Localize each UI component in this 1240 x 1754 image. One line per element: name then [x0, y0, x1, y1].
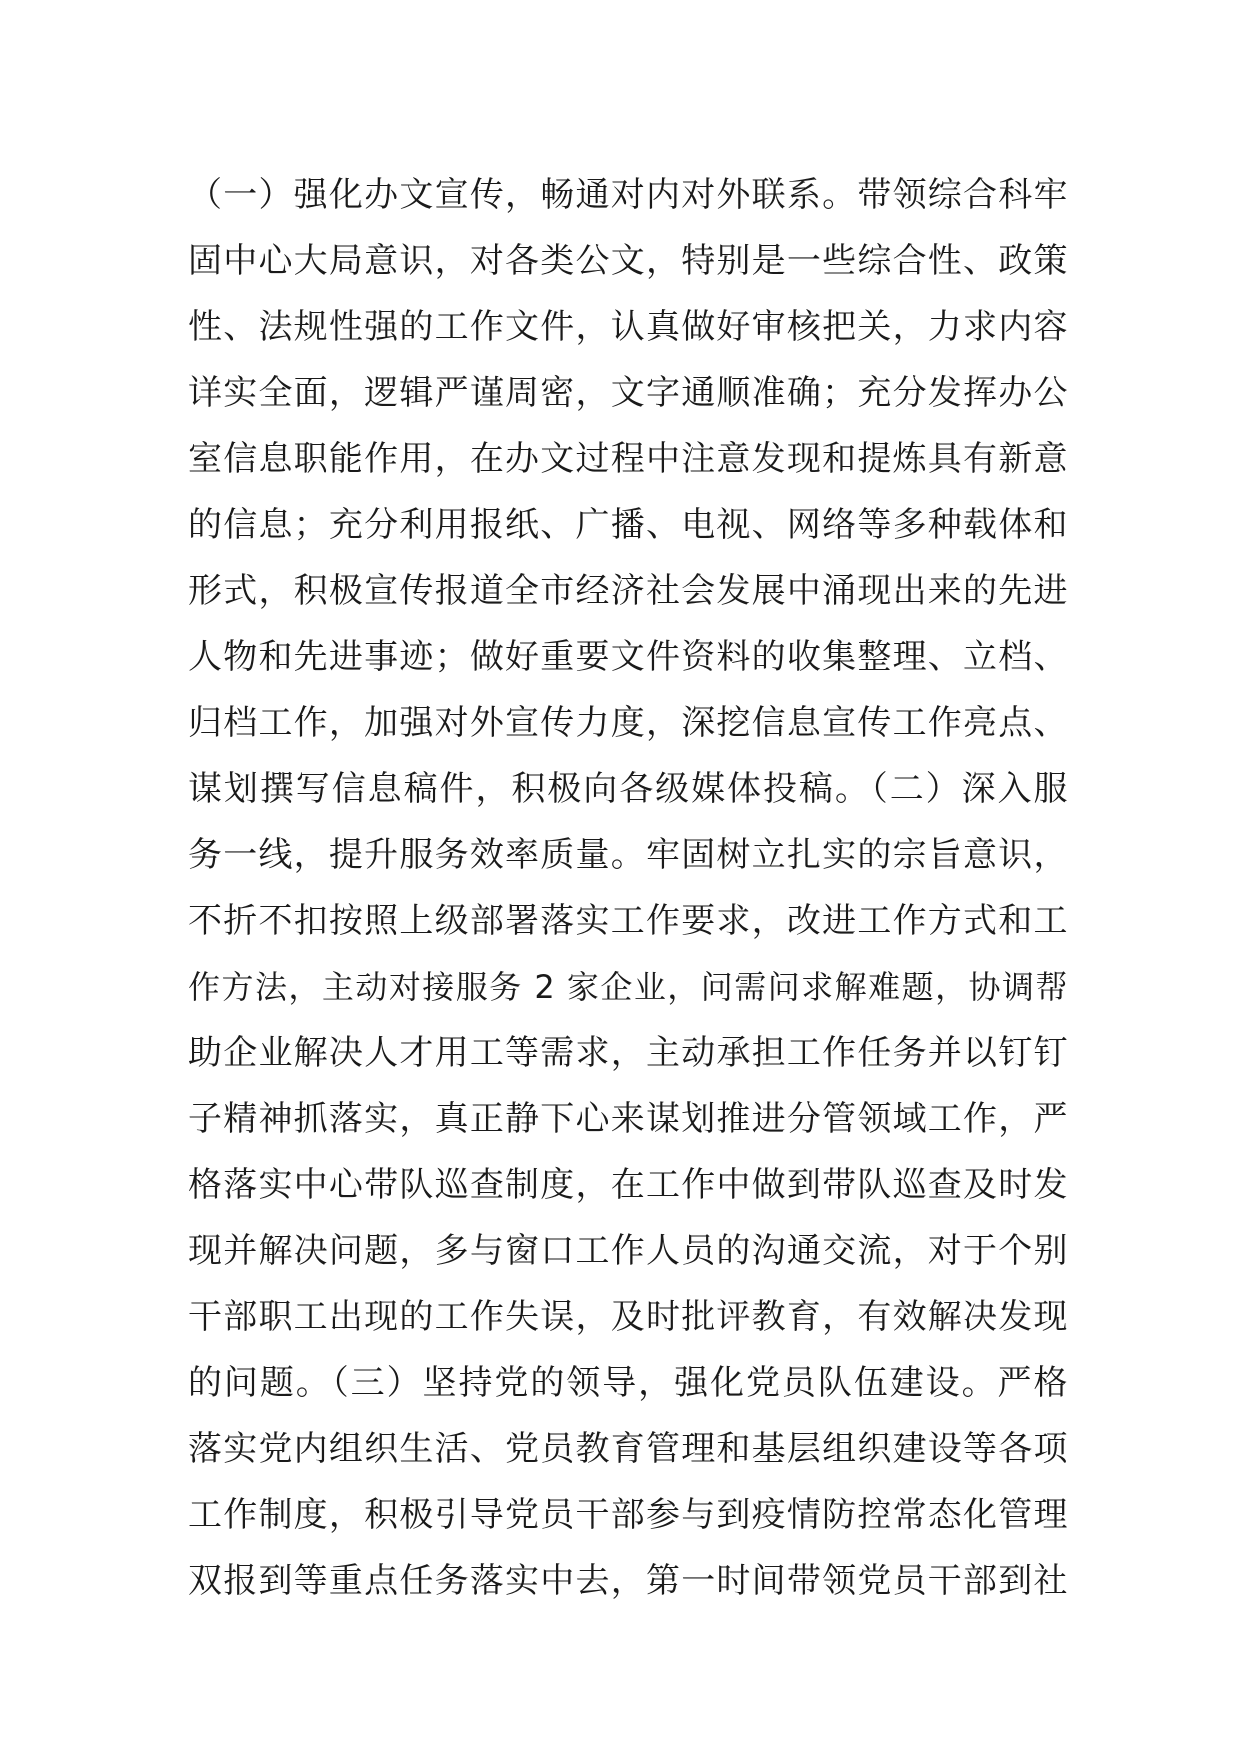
text-line: 落实党内组织生活、党员教育管理和基层组织建设等各项	[188, 1429, 1068, 1469]
text-line: 性、法规性强的工作文件，认真做好审核把关，力求内容	[188, 307, 1068, 347]
text-line: 归档工作，加强对外宣传力度，深挖信息宣传工作亮点、	[188, 703, 1068, 743]
text-line: 双报到等重点任务落实中去，第一时间带领党员干部到社	[188, 1561, 1068, 1601]
text-line: 固中心大局意识，对各类公文，特别是一些综合性、政策	[188, 241, 1068, 281]
text-line: 工作制度，积极引导党员干部参与到疫情防控常态化管理	[188, 1495, 1068, 1535]
text-line: 子精神抓落实，真正静下心来谋划推进分管领域工作，严	[188, 1099, 1068, 1139]
text-line: 的问题。（三）坚持党的领导，强化党员队伍建设。严格	[188, 1363, 1068, 1403]
text-line: 现并解决问题，多与窗口工作人员的沟通交流，对于个别	[188, 1231, 1068, 1271]
text-line: 谋划撰写信息稿件，积极向各级媒体投稿。（二）深入服	[188, 769, 1068, 809]
text-line: 人物和先进事迹；做好重要文件资料的收集整理、立档、	[188, 637, 1068, 677]
body-paragraph	[188, 162, 1068, 1614]
text-line: 室信息职能作用，在办文过程中注意发现和提炼具有新意	[188, 439, 1068, 479]
text-line: 的信息；充分利用报纸、广播、电视、网络等多种载体和	[188, 505, 1068, 545]
text-line: 形式，积极宣传报道全市经济社会发展中涌现出来的先进	[188, 571, 1068, 611]
text-line: 助企业解决人才用工等需求，主动承担工作任务并以钉钉	[188, 1033, 1068, 1073]
text-line: 格落实中心带队巡查制度，在工作中做到带队巡查及时发	[188, 1165, 1068, 1205]
text-line: 作方法，主动对接服务 2 家企业，问需问求解难题，协调帮	[188, 968, 1068, 1006]
text-line: （一）强化办文宣传，畅通对内对外联系。带领综合科牢	[188, 175, 1068, 215]
text-line: 详实全面，逻辑严谨周密，文字通顺准确；充分发挥办公	[188, 373, 1068, 413]
text-line: 不折不扣按照上级部署落实工作要求，改进工作方式和工	[188, 901, 1068, 941]
text-line: 务一线，提升服务效率质量。牢固树立扎实的宗旨意识，	[188, 835, 1068, 875]
text-line: 干部职工出现的工作失误，及时批评教育，有效解决发现	[188, 1297, 1068, 1337]
